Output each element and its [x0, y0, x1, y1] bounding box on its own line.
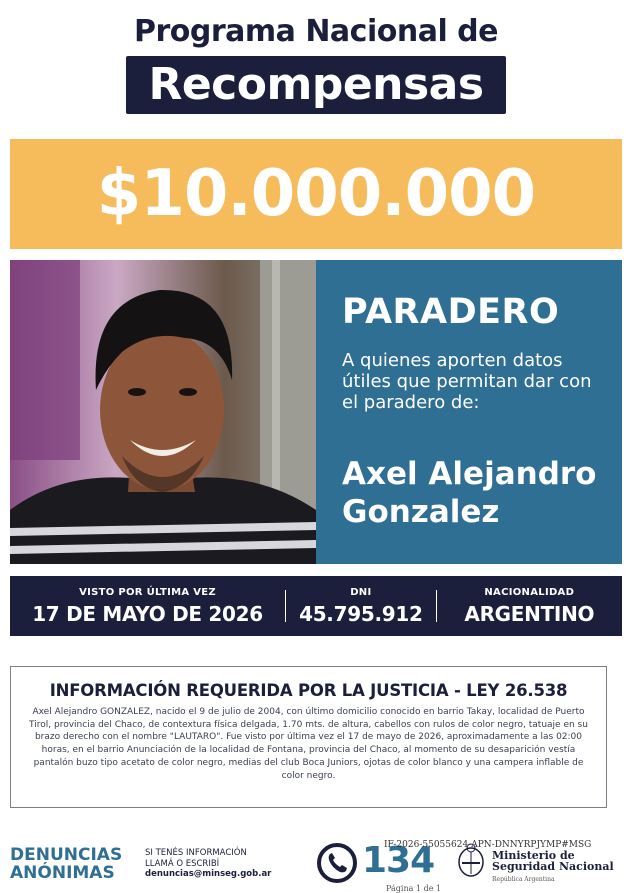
national-seal-icon: [456, 842, 486, 878]
contact-info: [145, 848, 271, 880]
page-number: Página 1 de 1: [386, 884, 442, 893]
contact-line1: SI TENÉS INFORMACIÓN: [145, 848, 247, 858]
fact-nationality-value: ARGENTINO: [464, 601, 595, 626]
denuncias-line1: DENUNCIAS: [10, 845, 123, 865]
fact-last-seen: [10, 587, 285, 626]
ministry-line1: Ministerio de: [492, 849, 575, 862]
program-subtitle: Recompensas: [126, 56, 506, 114]
fact-nationality-label: NACIONALIDAD: [484, 586, 575, 598]
contact-email-link[interactable]: denuncias@minseg.gob.ar: [145, 869, 272, 879]
ministry-line2: Seguridad Nacional: [492, 860, 614, 873]
legal-description: Axel Alejandro GONZALEZ, nacido el 9 de julio de 2004, con último domicilio conocido en barrio Takay, localidad de Puerto Tirol, provincia del Chaco, de contextura física delgada, 1.70 mts. de altura, cabellos con rulos de color negro, tatuaje en su brazo derecho con el nombre "LAUTARO". Fue visto por última vez el 17 de mayo de 2026, aproximadamente a las 02:00 horas, en el barrio Anunciación de la localidad de Fontana, provincia del Chaco, al momento de su desaparición vestía pantalón buzo tipo acetato de color negro, medias del club Boca Juniors, ojotas de color blanco y una campera inflable de color negro.: [29, 707, 588, 781]
fact-dni-label: DNI: [350, 586, 372, 598]
legal-title: INFORMACIÓN REQUERIDA POR LA JUSTICIA - LEY 26.538: [49, 681, 568, 700]
ministry-country: República Argentina: [492, 876, 555, 883]
reward-amount: $10.000.000: [10, 139, 622, 249]
fact-dni: [286, 587, 436, 626]
ministry-name: [492, 850, 614, 872]
hotline-number[interactable]: 134: [362, 840, 435, 881]
document-reference: IF-2026-55055624-APN-DNNYRPJYMP#MSG: [384, 840, 592, 850]
denuncias-anonimas: [10, 846, 122, 882]
footer: [0, 840, 632, 893]
missing-person-name: Axel Alejandro Gonzalez: [342, 456, 597, 530]
info-title: PARADERO: [342, 292, 560, 332]
photo-illustration: [10, 260, 316, 564]
phone-icon: [316, 842, 358, 884]
contact-line2: LLAMÁ O ESCRIBÍ: [145, 858, 220, 869]
denuncias-line2: ANÓNIMAS: [10, 863, 115, 883]
missing-person-photo: [10, 260, 316, 564]
fact-dni-value: 45.795.912: [299, 601, 423, 626]
legal-info-box: [10, 666, 607, 808]
fact-nationality: [437, 587, 622, 626]
program-title: Programa Nacional de: [133, 14, 499, 49]
facts-bar: [10, 576, 622, 636]
info-description: A quienes aporten datos útiles que permitan dar con el paradero de:: [342, 350, 592, 413]
fact-last-seen-value: 17 DE MAYO DE 2026: [32, 601, 263, 626]
fact-last-seen-label: VISTO POR ÚLTIMA VEZ: [79, 586, 216, 598]
